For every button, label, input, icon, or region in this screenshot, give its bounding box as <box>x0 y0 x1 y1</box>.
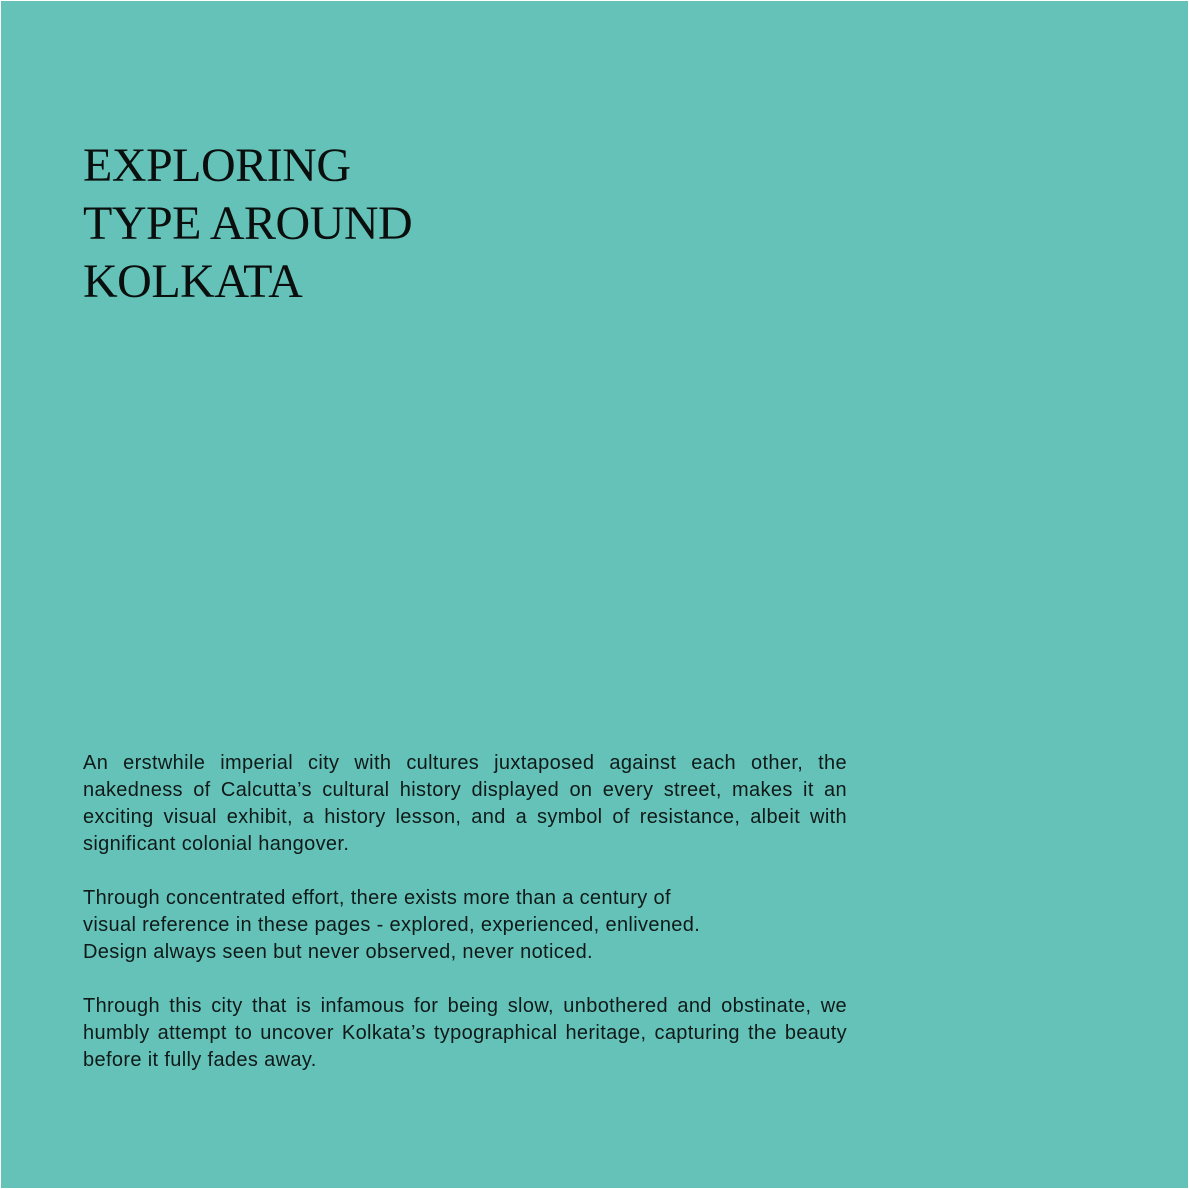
title-line-2: TYPE AROUND <box>83 197 413 250</box>
page-title <box>83 137 412 311</box>
body-text <box>83 750 847 1101</box>
paragraph-effort-line-3: Design always seen but never observed, never noticed. <box>83 941 593 963</box>
title-line-1: EXPLORING <box>83 139 351 192</box>
paragraph-effort-line-2: visual reference in these pages - explored, experienced, enlivened. <box>83 914 701 936</box>
paragraph-heritage: Through this city that is infamous for being slow, unbothered and obstinate, we humbly attempt to uncover Kolkata’s typographical heritage, capturing the beauty before it fully fades away. <box>83 995 847 1071</box>
page-background <box>1 1 1188 1188</box>
paragraph-effort-line-1: Through concentrated effort, there exists more than a century of <box>83 887 671 909</box>
paragraph-intro: An erstwhile imperial city with cultures juxtaposed against each other, the nakedness of Calcutta’s cultural history displayed on every street, makes it an exciting visual exhibit, a history lesson, and a symbol of resistance, albeit with significant colonial hangover. <box>83 752 847 855</box>
title-line-3: KOLKATA <box>83 255 303 308</box>
paragraph-effort <box>83 885 847 966</box>
